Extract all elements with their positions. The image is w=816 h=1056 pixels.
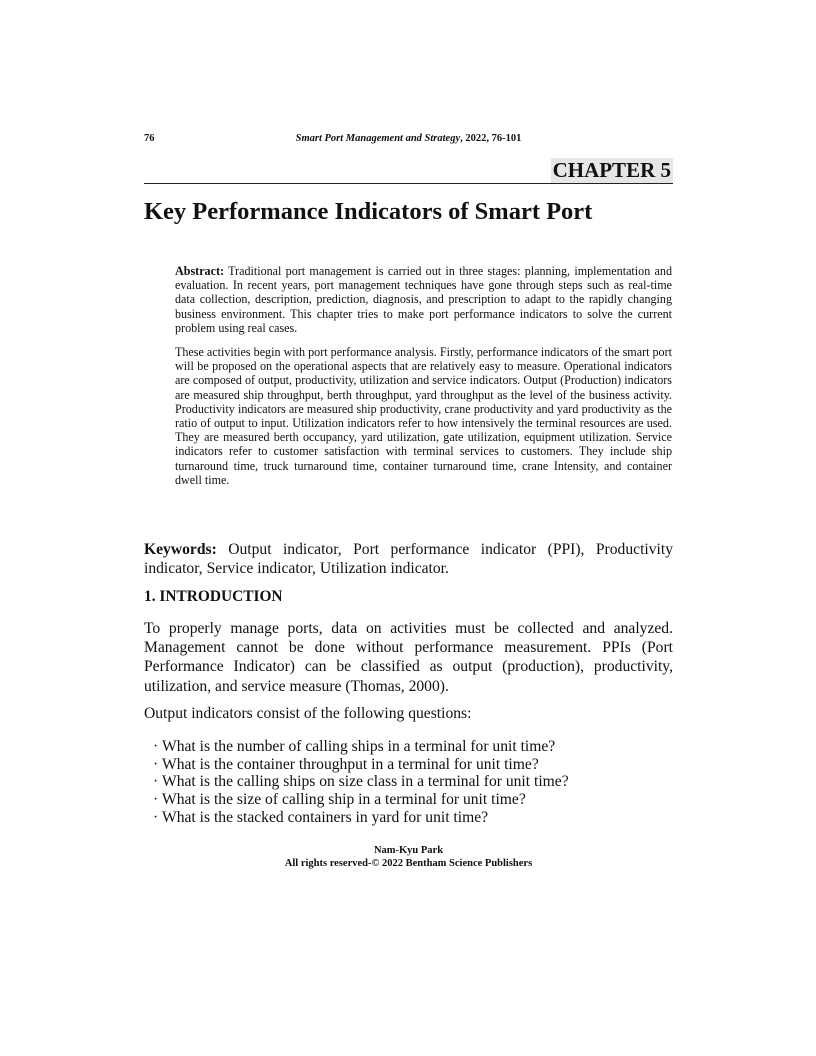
list-item xyxy=(153,809,569,827)
output-indicators-lead: Output indicators consist of the following questions: xyxy=(144,705,472,722)
list-item-text: What is the size of calling ship in a terminal for unit time? xyxy=(162,791,526,809)
keywords-text: Output indicator, Port performance indicator (PPI), Productivity indicator, Service indicator, Utilization indicator. xyxy=(144,541,673,578)
list-item xyxy=(153,791,569,809)
bullet-marker: · xyxy=(153,791,159,809)
output-questions-list xyxy=(153,738,569,827)
abstract xyxy=(175,264,672,497)
abstract-text-1: Traditional port management is carried out in three stages: planning, implementation and evaluation. In recent years, port management techniques have gone through steps such as real-time data collection, description, prediction, diagnosis, and prescription to adapt to the rapidly changing business environment. This chapter tries to make port performance indicators to solve the current problem using real cases. xyxy=(175,264,672,335)
list-item xyxy=(153,773,569,791)
list-item-text: What is the container throughput in a terminal for unit time? xyxy=(162,755,539,773)
page-number: 76 xyxy=(144,133,155,144)
list-item xyxy=(153,738,569,756)
section-heading: 1. INTRODUCTION xyxy=(144,588,283,605)
bullet-marker: · xyxy=(153,808,159,826)
bullet-marker: · xyxy=(153,738,159,755)
list-item-text: What is the stacked containers in yard for unit time? xyxy=(162,808,489,826)
abstract-label: Abstract: xyxy=(175,264,225,278)
keywords xyxy=(144,540,673,578)
bullet-marker: · xyxy=(153,773,159,791)
chapter-label: CHAPTER 5 xyxy=(552,158,671,182)
list-item xyxy=(153,756,569,774)
keywords-label: Keywords: xyxy=(144,541,217,558)
abstract-paragraph-1 xyxy=(175,264,672,335)
footer-author: Nam-Kyu Park xyxy=(373,845,444,856)
footer-copyright: All rights reserved-© 2022 Bentham Science Publishers xyxy=(284,857,533,869)
list-item-text: What is the calling ships on size class in a terminal for unit time? xyxy=(162,773,569,791)
abstract-paragraph-2: These activities begin with port performance analysis. Firstly, performance indicators of the smart port will be proposed on the operational aspects that are relatively easy to measure. Operational indicators are composed of output, productivity, utilization and service indicators. Output (Production) indicators are measured ship throughput, berth throughput, yard throughput as the level of the business activity. Productivity indicators are measured ship productivity, crane productivity and yard productivity as the ratio of output to input. Utilization indicators refer to how intensively the terminal resources are used. They are measured berth occupancy, yard utilization, gate utilization, equipment utilization. Service indicators refer to customer satisfaction with terminal services to customers. They include ship turnaround time, truck turnaround time, container turnaround time, crane Intensity, and container dwell time. xyxy=(175,345,672,487)
page-footer xyxy=(144,845,673,870)
header-rule xyxy=(144,183,673,184)
list-item-text: What is the number of calling ships in a terminal for unit time? xyxy=(162,738,556,755)
page-title: Key Performance Indicators of Smart Port xyxy=(144,198,593,225)
intro-paragraph: To properly manage ports, data on activities must be collected and analyzed. Management cannot be done without performance measurement. PPIs (Port Performance Indicator) can be classified as output (production), productivity, utilization, and service measure (Thomas, 2000). xyxy=(144,620,673,695)
journal-details: , 2022, 76-101 xyxy=(460,133,522,144)
journal-citation xyxy=(144,133,673,144)
journal-title: Smart Port Management and Strategy xyxy=(295,133,461,144)
bullet-marker: · xyxy=(153,755,159,773)
